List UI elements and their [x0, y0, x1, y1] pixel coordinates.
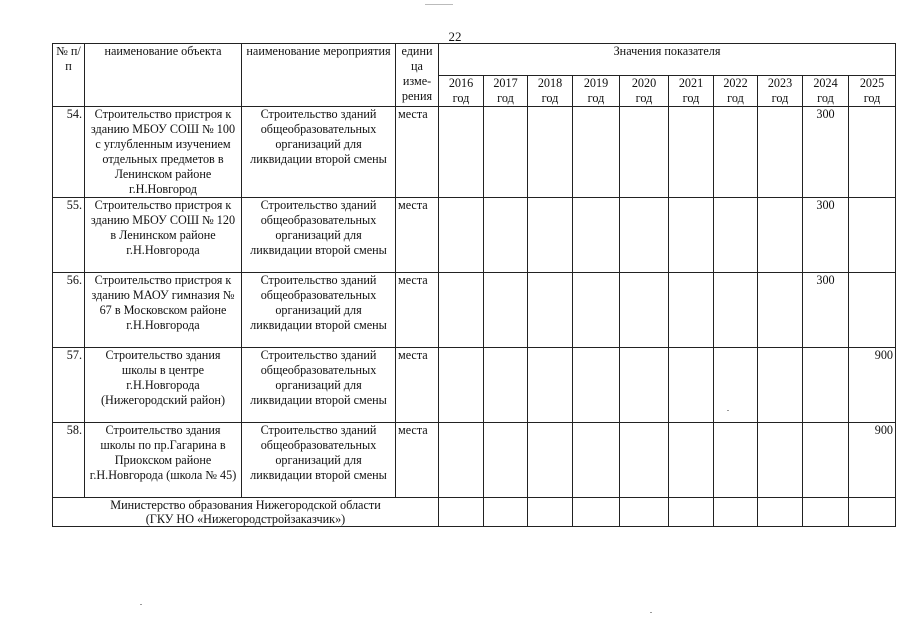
table-row [53, 273, 896, 348]
row-value [620, 423, 669, 498]
row-value: 900 [849, 348, 896, 423]
row-value [439, 198, 484, 273]
row-value [484, 423, 528, 498]
header-year-suffix: год [682, 91, 700, 105]
row-object-name: Строительство пристроя к зданию МБОУ СОШ № 120 в Ленинском районе г.Н.Новгорода [85, 198, 242, 273]
header-year-suffix: год [587, 91, 605, 105]
row-value [573, 198, 620, 273]
header-measure: наименование мероприятия [242, 44, 396, 107]
scan-speck [727, 410, 729, 411]
header-year-suffix: год [863, 91, 881, 105]
row-value [669, 198, 714, 273]
header-year-suffix: год [541, 91, 559, 105]
header-year-suffix: год [452, 91, 470, 105]
header-year [714, 76, 758, 107]
row-value [849, 107, 896, 198]
header-year-suffix: год [817, 91, 834, 105]
row-number: 57. [53, 348, 85, 423]
ministry-empty-cell [484, 498, 528, 527]
row-unit: места [396, 348, 439, 423]
row-value [714, 273, 758, 348]
row-value [484, 107, 528, 198]
row-measure-name: Строительство зданий общеобразовательных организаций для ликвидации второй смены [242, 273, 396, 348]
table-row [53, 107, 896, 198]
scan-speck [140, 604, 142, 605]
row-measure-name: Строительство зданий общеобразовательных организаций для ликвидации второй смены [242, 423, 396, 498]
header-year-suffix: год [771, 91, 789, 105]
row-value [669, 107, 714, 198]
header-year-number: 2025 [859, 76, 885, 90]
header-year-number: 2016 [448, 76, 474, 90]
row-value [528, 198, 573, 273]
ministry-empty-cell [849, 498, 896, 527]
row-value [849, 198, 896, 273]
header-year-number: 2017 [493, 76, 518, 90]
header-year [484, 76, 528, 107]
row-value [758, 423, 803, 498]
table-row [53, 423, 896, 498]
top-scan-rule [425, 4, 453, 5]
row-value [758, 273, 803, 348]
row-value: 300 [803, 198, 849, 273]
header-unit-line1: едини [401, 44, 433, 58]
header-year [573, 76, 620, 107]
row-value [439, 107, 484, 198]
row-value [528, 107, 573, 198]
row-value: 300 [803, 107, 849, 198]
header-num: № п/п [53, 44, 85, 107]
row-object-name: Строительство пристроя к зданию МБОУ СОШ № 100 с углубленным изучением отдельных предметов в Ленинском районе г.Н.Новгород [85, 107, 242, 198]
row-value [439, 423, 484, 498]
row-value [439, 348, 484, 423]
header-year-suffix: год [635, 91, 653, 105]
row-value [484, 198, 528, 273]
row-unit: места [396, 273, 439, 348]
page-number: 22 [448, 29, 462, 44]
row-object-name: Строительство здания школы по пр.Гагарина в Приокском районе г.Н.Новгорода (школа № 45) [85, 423, 242, 498]
header-unit-line2: ца [411, 59, 423, 73]
header-year [849, 76, 896, 107]
row-value [620, 273, 669, 348]
row-value [620, 198, 669, 273]
header-year [758, 76, 803, 107]
ministry-line2: (ГКУ НО «Нижегородстройзаказчик») [145, 512, 346, 526]
table-row [53, 348, 896, 423]
row-value [573, 273, 620, 348]
row-value [669, 348, 714, 423]
header-unit-line4: рения [401, 89, 433, 103]
ministry-empty-cell [528, 498, 573, 527]
row-value [484, 348, 528, 423]
row-value [849, 273, 896, 348]
header-year [528, 76, 573, 107]
table-row [53, 198, 896, 273]
header-values: Значения показателя [439, 44, 896, 76]
row-unit: места [396, 198, 439, 273]
ministry-empty-cell [758, 498, 803, 527]
row-value [758, 107, 803, 198]
header-unit [396, 44, 439, 107]
row-unit: места [396, 423, 439, 498]
header-year [620, 76, 669, 107]
header-year-number: 2024 [813, 76, 838, 90]
header-year-number: 2019 [583, 76, 609, 90]
ministry-empty-cell [803, 498, 849, 527]
row-value [803, 423, 849, 498]
row-value [803, 348, 849, 423]
row-value [714, 198, 758, 273]
row-value [758, 348, 803, 423]
row-unit: места [396, 107, 439, 198]
ministry-caption [53, 498, 439, 527]
row-value [573, 107, 620, 198]
row-value: 300 [803, 273, 849, 348]
row-measure-name: Строительство зданий общеобразовательных организаций для ликвидации второй смены [242, 107, 396, 198]
header-year-number: 2022 [723, 76, 748, 90]
ministry-line1: Министерство образования Нижегородской области [110, 498, 381, 512]
row-number: 54. [53, 107, 85, 198]
row-value [528, 348, 573, 423]
indicator-table [52, 43, 896, 527]
header-year-number: 2021 [678, 76, 704, 90]
row-number: 55. [53, 198, 85, 273]
row-value [714, 348, 758, 423]
header-year-suffix: год [727, 91, 744, 105]
row-value [528, 423, 573, 498]
header-year-number: 2018 [537, 76, 563, 90]
ministry-empty-cell [714, 498, 758, 527]
row-value: 900 [849, 423, 896, 498]
row-value [573, 423, 620, 498]
ministry-empty-cell [669, 498, 714, 527]
row-value [439, 273, 484, 348]
ministry-empty-cell [620, 498, 669, 527]
row-measure-name: Строительство зданий общеобразовательных организаций для ликвидации второй смены [242, 198, 396, 273]
header-year-suffix: год [497, 91, 514, 105]
header-year [669, 76, 714, 107]
row-value [528, 273, 573, 348]
row-number: 58. [53, 423, 85, 498]
ministry-row [53, 498, 896, 527]
row-value [484, 273, 528, 348]
row-number: 56. [53, 273, 85, 348]
header-year-number: 2020 [631, 76, 657, 90]
row-measure-name: Строительство зданий общеобразовательных организаций для ликвидации второй смены [242, 348, 396, 423]
ministry-empty-cell [573, 498, 620, 527]
row-value [758, 198, 803, 273]
header-year [803, 76, 849, 107]
row-object-name: Строительство пристроя к зданию МАОУ гимназия № 67 в Московском районе г.Н.Новгорода [85, 273, 242, 348]
row-value [620, 107, 669, 198]
header-year [439, 76, 484, 107]
row-value [714, 107, 758, 198]
header-unit-line3: изме- [402, 74, 432, 88]
row-value [669, 423, 714, 498]
row-value [714, 423, 758, 498]
scan-speck [650, 612, 652, 613]
ministry-empty-cell [439, 498, 484, 527]
header-year-number: 2023 [767, 76, 793, 90]
header-object: наименование объекта [85, 44, 242, 107]
row-value [573, 348, 620, 423]
row-value [620, 348, 669, 423]
row-value [669, 273, 714, 348]
row-object-name: Строительство здания школы в центре г.Н.Новгорода (Нижегородский район) [85, 348, 242, 423]
